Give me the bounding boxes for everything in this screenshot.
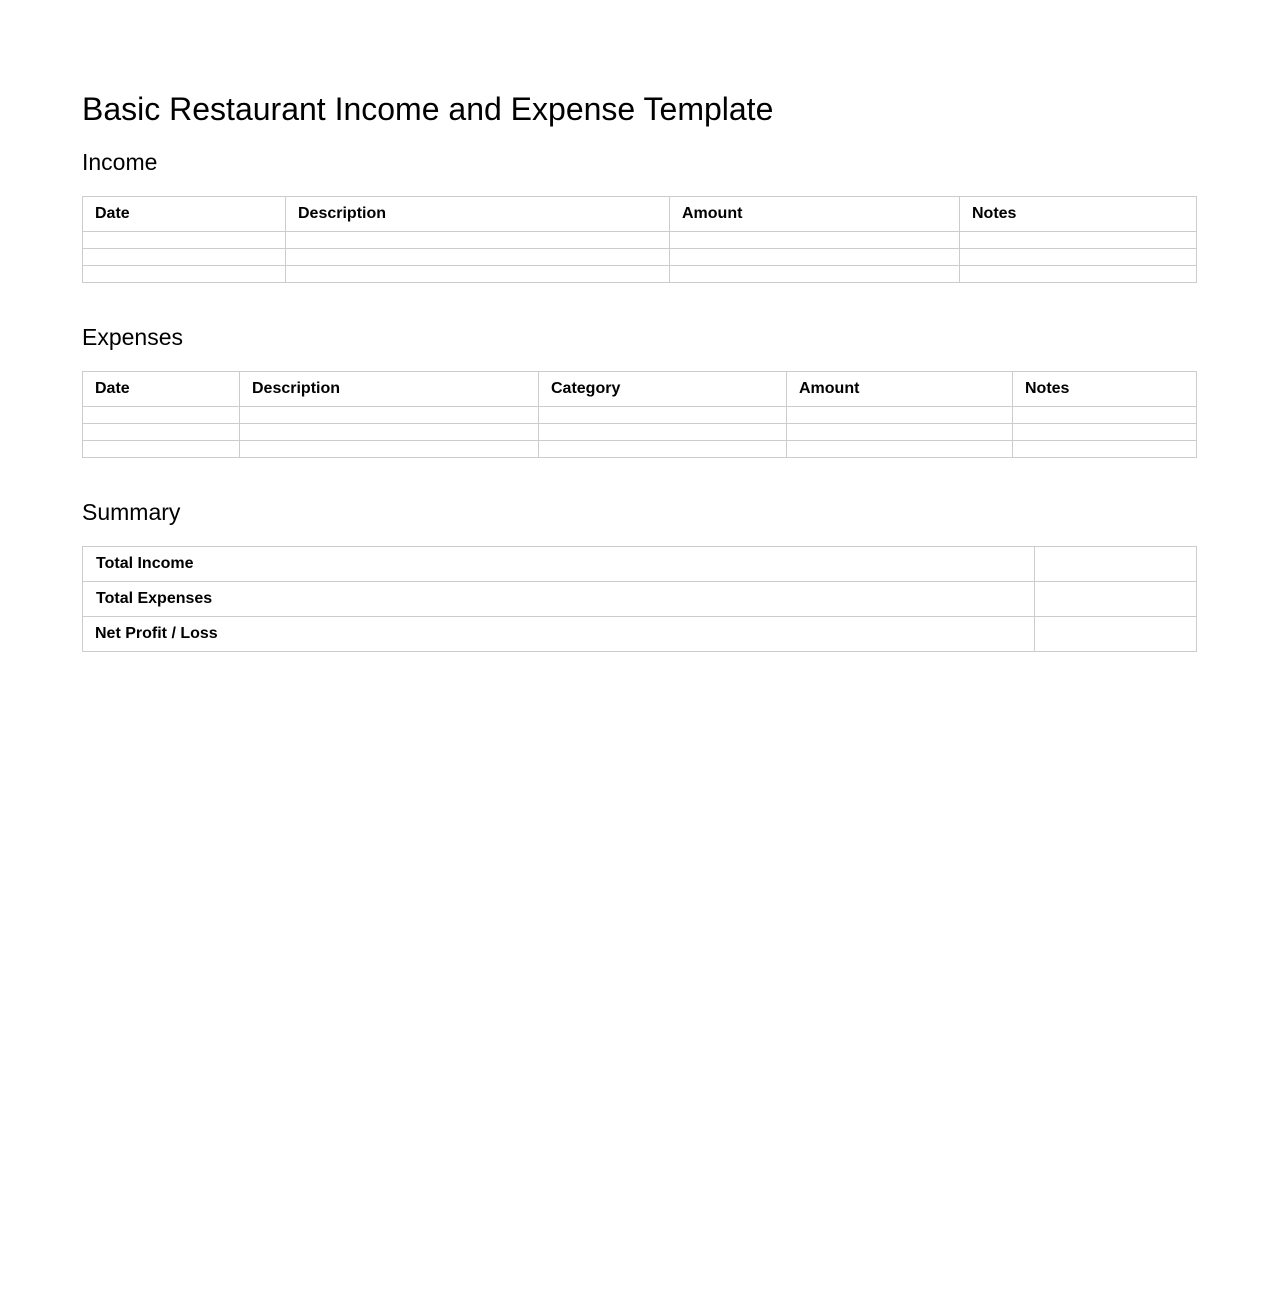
expenses-cell-date[interactable]: [83, 441, 240, 458]
expenses-cell-date[interactable]: [83, 424, 240, 441]
income-cell-notes[interactable]: [960, 232, 1197, 249]
expenses-cell-description[interactable]: [240, 407, 539, 424]
income-heading: Income: [82, 149, 158, 175]
net-profit-label: Net Profit / Loss: [83, 617, 1035, 652]
income-col-amount: Amount: [670, 197, 960, 232]
income-cell-amount[interactable]: [670, 232, 960, 249]
income-cell-amount[interactable]: [670, 249, 960, 266]
expenses-heading: Expenses: [82, 324, 184, 350]
income-cell-date[interactable]: [83, 249, 286, 266]
summary-row-net-profit: [83, 617, 1197, 652]
expenses-table: [82, 371, 1197, 458]
expenses-cell-amount[interactable]: [787, 441, 1013, 458]
expenses-cell-notes[interactable]: [1013, 441, 1197, 458]
expenses-col-date: Date: [83, 372, 240, 407]
income-table: [82, 196, 1197, 283]
income-cell-description[interactable]: [286, 232, 670, 249]
table-row: [83, 441, 1197, 458]
income-header-row: [83, 197, 1197, 232]
income-cell-date[interactable]: [83, 266, 286, 283]
net-profit-value[interactable]: [1035, 617, 1197, 652]
total-expenses-label: Total Expenses: [83, 582, 1035, 617]
income-cell-date[interactable]: [83, 232, 286, 249]
income-col-description: Description: [286, 197, 670, 232]
expenses-cell-amount[interactable]: [787, 424, 1013, 441]
table-row: [83, 232, 1197, 249]
income-col-date: Date: [83, 197, 286, 232]
summary-row-total-income: [83, 547, 1197, 582]
expenses-cell-date[interactable]: [83, 407, 240, 424]
expenses-cell-category[interactable]: [539, 441, 787, 458]
table-row: [83, 424, 1197, 441]
summary-row-total-expenses: [83, 582, 1197, 617]
summary-heading: Summary: [82, 499, 181, 525]
expenses-col-category: Category: [539, 372, 787, 407]
expenses-header-row: [83, 372, 1197, 407]
income-cell-notes[interactable]: [960, 249, 1197, 266]
income-cell-description[interactable]: [286, 249, 670, 266]
table-row: [83, 407, 1197, 424]
summary-table: [82, 546, 1197, 652]
income-cell-notes[interactable]: [960, 266, 1197, 283]
expenses-col-description: Description: [240, 372, 539, 407]
income-cell-description[interactable]: [286, 266, 670, 283]
expenses-cell-amount[interactable]: [787, 407, 1013, 424]
expenses-col-amount: Amount: [787, 372, 1013, 407]
income-col-notes: Notes: [960, 197, 1197, 232]
table-row: [83, 249, 1197, 266]
total-expenses-value[interactable]: [1035, 582, 1197, 617]
total-income-value[interactable]: [1035, 547, 1197, 582]
expenses-cell-notes[interactable]: [1013, 424, 1197, 441]
expenses-cell-notes[interactable]: [1013, 407, 1197, 424]
page-title: Basic Restaurant Income and Expense Template: [82, 91, 774, 127]
income-cell-amount[interactable]: [670, 266, 960, 283]
total-income-label: Total Income: [83, 547, 1035, 582]
expenses-cell-category[interactable]: [539, 424, 787, 441]
expenses-col-notes: Notes: [1013, 372, 1197, 407]
expenses-cell-description[interactable]: [240, 441, 539, 458]
expenses-cell-description[interactable]: [240, 424, 539, 441]
expenses-cell-category[interactable]: [539, 407, 787, 424]
table-row: [83, 266, 1197, 283]
